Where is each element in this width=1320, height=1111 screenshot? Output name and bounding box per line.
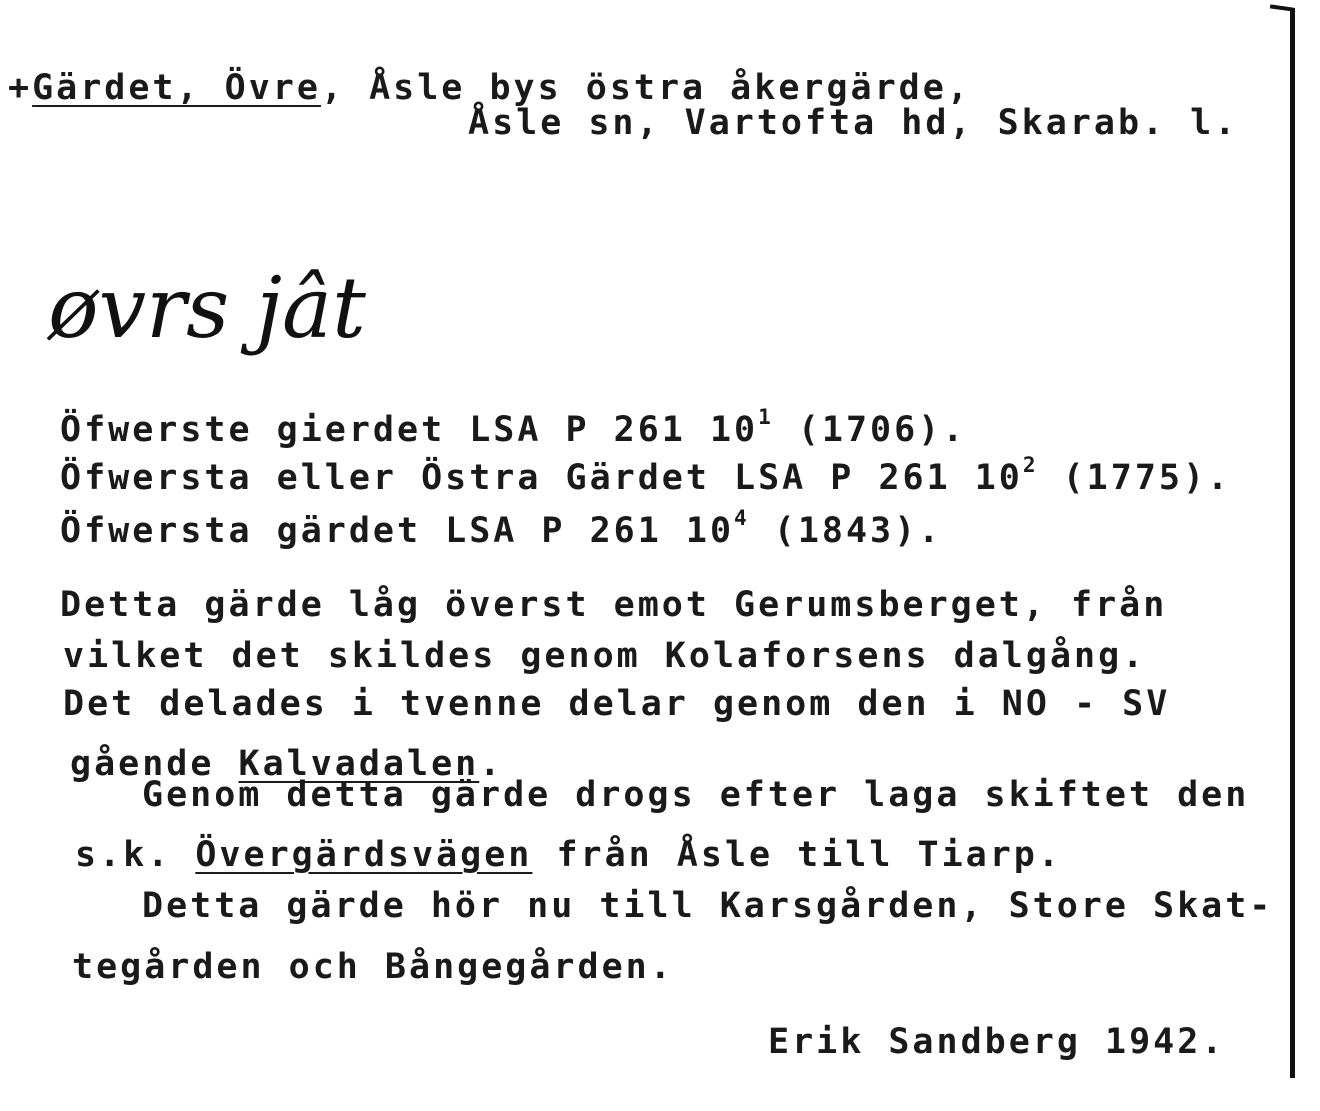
signature: Erik Sandberg 1942. — [768, 1022, 1226, 1062]
plus-mark: + — [8, 68, 33, 108]
body-line-4: gående Kalvadalen. — [70, 744, 504, 784]
source-line-1: Öfwerste gierdet LSA P 261 $10^1$ (1706). — [60, 405, 967, 450]
place-name: Gärdet, Övre — [32, 68, 321, 108]
body-line-7: Detta gärde hör nu till Karsgården, Store Skat- — [142, 886, 1274, 926]
body-line-2: vilket det skildes genom Kolaforsens dalgång. — [63, 636, 1147, 676]
card-edge-right — [1290, 8, 1295, 1078]
body-line-3: Det delades i tvenne delar genom den i NO - SV — [63, 684, 1171, 724]
handwritten-text: øvrs jât — [48, 259, 366, 357]
handwritten-pronunciation — [40, 245, 440, 385]
header-line-2 — [468, 103, 1238, 143]
body-line-6: s.k. Övergärdsvägen från Åsle till Tiarp. — [75, 835, 1062, 875]
kalvadalen-term: Kalvadalen — [238, 744, 480, 784]
source-line-2: Öfwersta eller Östra Gärdet LSA P 261 $10^2$ (1775). — [60, 453, 1232, 498]
body-line-5: Genom detta gärde drogs efter laga skiftet den — [142, 775, 1250, 815]
place-description: , Åsle bys östra åkergärde, — [320, 68, 971, 108]
body-line-1: Detta gärde låg överst emot Gerumsberget, från — [60, 585, 1168, 625]
parish-info: Åsle sn, Vartofta hd, Skarab. l. — [468, 103, 1239, 143]
header-line-1 — [8, 68, 971, 108]
source-line-3: Öfwersta gärdet LSA P 261 $10^4$ (1843). — [60, 506, 943, 551]
overgardsvagen-term: Övergärdsvägen — [195, 835, 533, 875]
body-line-8: tegården och Bångegården. — [72, 947, 674, 987]
